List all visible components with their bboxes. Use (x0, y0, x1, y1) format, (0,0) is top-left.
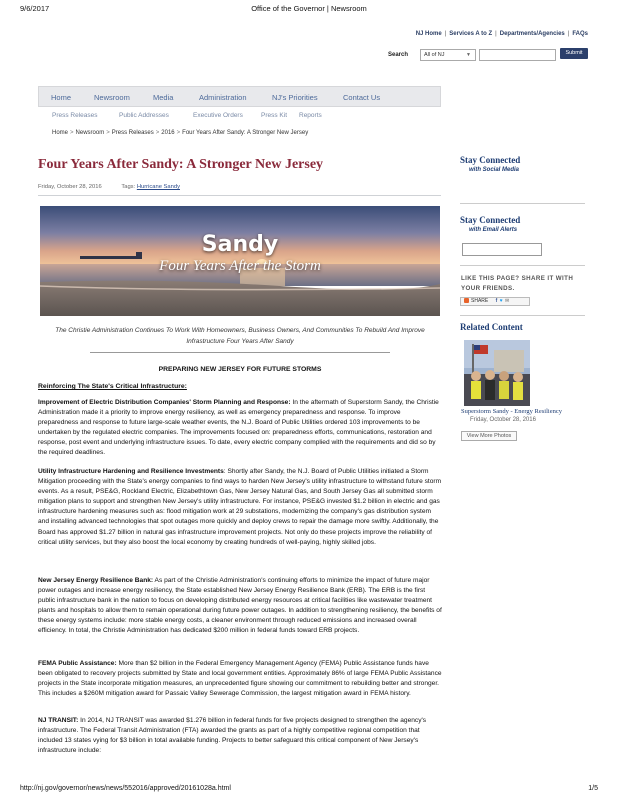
tags-label: Tags: (121, 184, 136, 190)
breadcrumb-current: Four Years After Sandy: A Stronger New Jersey (182, 130, 309, 136)
main-nav (38, 86, 441, 107)
paragraph-lead: New Jersey Energy Resilience Bank: (38, 577, 154, 584)
print-footer (20, 785, 598, 795)
share-button[interactable] (460, 297, 530, 306)
page-title: Four Years After Sandy: A Stronger New Jersey (38, 157, 324, 172)
paragraph-fema (38, 659, 442, 699)
nav-contact[interactable]: Contact Us (343, 93, 381, 102)
paragraph-electric-distribution (38, 398, 442, 459)
nav-home[interactable]: Home (51, 93, 72, 102)
share-prompt: LIKE THIS PAGE? SHARE IT WITH YOUR FRIENDS. (461, 275, 574, 292)
breadcrumb-press-releases[interactable]: Press Releases (111, 130, 154, 136)
search-submit-button[interactable]: Submit (560, 48, 588, 59)
related-photo[interactable] (464, 340, 530, 406)
stay-connected-social-heading: Stay Connected (460, 155, 521, 165)
paragraph-energy-resilience-bank (38, 576, 442, 637)
nav-priorities[interactable]: NJ's Priorities (272, 93, 318, 102)
breadcrumb-home[interactable]: Home (52, 130, 69, 136)
nav-newsroom[interactable]: Newsroom (94, 93, 130, 102)
breadcrumb (52, 130, 308, 136)
related-content-heading: Related Content (460, 322, 523, 332)
paragraph-lead: NJ TRANSIT: (38, 717, 79, 724)
separator: > (176, 130, 181, 136)
hero-subtitle: Four Years After the Storm (159, 258, 321, 274)
page-number: 1/5 (588, 785, 598, 792)
hero-image (40, 206, 440, 316)
breadcrumb-year[interactable]: 2016 (161, 130, 175, 136)
energy-resiliency-photo (464, 340, 530, 406)
print-date: 9/6/2017 (20, 4, 50, 13)
search-label: Search (388, 52, 409, 58)
print-title: Office of the Governor | Newsroom (251, 4, 367, 13)
paragraph-text: : Shortly after Sandy, the N.J. Board of Public Utilities initiated a Storm Mitigation proceeding with the State's energy companies to find ways to harden New Jersey's utility infrastructure to withstand future storm events. As a result, PSE&G, Rockland Electric, Elizabethtown Gas, New Jersey Natural Gas, and South Jersey Gas all submitted storm mitigation plans to support and strengthen New Jersey's utility infrastructure. For instance, PSE&G invested $1.2 billion in electric and gas infrastructure hardening measures such as: flood mitigation work at 29 substations, modernizing the company's gas distribution system and installing advanced technologies that spot outages more quickly and deploy crews to repair the damage more swiftly. Additionally, the Board has approved $1.27 billion in natural gas infrastructure improvement projects. Not only do these projects improve the reliability of critical utility services, but they also boost the local economy by creating hundreds of well-paying, highly skilled jobs. (38, 468, 442, 546)
divider (460, 265, 585, 266)
search-scope-select[interactable] (420, 49, 476, 61)
image-caption: The Christie Administration Continues To Work With Homeowners, Business Owners, And Communities To Rebuild And Improve Infrastructure Four Years After Sandy (55, 327, 425, 345)
tag-link[interactable]: Hurricane Sandy (136, 184, 180, 190)
toplink-faqs[interactable]: FAQs (572, 31, 588, 37)
stay-connected-email-heading: Stay Connected (460, 215, 521, 225)
divider (90, 352, 390, 353)
paragraph-text: More than $2 billion in the Federal Emergency Management Agency (FEMA) Public Assistance funds have been obligated to recovery projects submitted by State and local government entities. Approximately 86% of large FEMA Public Assistance projects in the State incorporate mitigation measures, an unprecedented figure showing our commitment to rebuilding better and stronger. This includes a $260M mitigation award for Passaic Valley Sewerage Commission, the largest mitigation award in FEMA history. (38, 660, 442, 698)
breadcrumb-newsroom[interactable]: Newsroom (75, 130, 105, 136)
toplink-nj-home[interactable]: NJ Home (415, 31, 442, 37)
article-date: Friday, October 28, 2016 (38, 184, 102, 190)
separator: > (106, 130, 110, 136)
nav-media[interactable]: Media (153, 93, 174, 102)
paragraph-lead: Improvement of Electric Distribution Companies' Storm Planning and Response: (38, 399, 291, 406)
print-url: http://nj.gov/governor/news/news/552016/approved/20161028a.html (20, 785, 231, 792)
toplink-departments[interactable]: Departments/Agencies (499, 31, 565, 37)
search-bar (388, 48, 590, 62)
twitter-icon: ♥ (499, 298, 503, 304)
paragraph-text: In the aftermath of Superstorm Sandy, the Christie Administration made it a priority to improve energy resiliency, as well as emergency preparedness and response. To improve preparedness and response to future large-scale weather events, the N.J. Board of Public Utilities ordered 103 improvements to be undertaken by the regulated electric companies. The improvements focused on: preparedness efforts, communications, restoration and response, post event and underlying infrastructure issues. To date, every electric company complied with the requirements and did so by the required deadlines. (38, 399, 439, 457)
related-caption[interactable]: Superstorm Sandy - Energy Resiliency (461, 408, 562, 415)
paragraph-text: In 2014, NJ TRANSIT was awarded $1.276 billion in federal funds for five projects designed to strengthen the agency's infrastructure. The Federal Transit Administration (FTA) awarded the grants as part of a highly competitive regional competition that included 13 states vying for $3 billion in total available funding. Projects to better safeguard this critical component of New Jersey's infrastructure include: (38, 717, 427, 755)
paragraph-lead: Utility Infrastructure Hardening and Resilience Investments (38, 468, 224, 475)
view-more-photos-button[interactable]: View More Photos (461, 431, 517, 441)
share-icon (464, 298, 469, 303)
subnav-reports[interactable]: Reports (299, 112, 322, 119)
nav-administration[interactable]: Administration (199, 93, 247, 102)
paragraph-lead: FEMA Public Assistance: (38, 660, 117, 667)
email-icon: ✉ (505, 298, 510, 304)
search-input[interactable] (479, 49, 556, 61)
print-header (20, 4, 598, 16)
search-scope-value: All of NJ (424, 52, 445, 58)
hero-title: Sandy (201, 232, 279, 257)
section-subheading: Reinforcing The State's Critical Infrastructure: (38, 383, 187, 390)
top-links (416, 31, 588, 37)
paragraph-nj-transit (38, 716, 442, 756)
divider (460, 203, 585, 204)
section-heading: PREPARING NEW JERSEY FOR FUTURE STORMS (158, 366, 322, 373)
subnav-press-releases[interactable]: Press Releases (52, 112, 98, 119)
article-meta (38, 184, 180, 190)
subnav-public-addresses[interactable]: Public Addresses (119, 112, 169, 119)
social-media-subheading: with Social Media (469, 167, 520, 173)
subnav-executive-orders[interactable]: Executive Orders (193, 112, 243, 119)
related-date: Friday, October 28, 2016 (470, 417, 536, 423)
separator: | (495, 31, 497, 37)
separator: | (567, 31, 570, 37)
facebook-icon: f (495, 298, 498, 304)
toplink-services[interactable]: Services A to Z (449, 31, 493, 37)
separator: | (444, 31, 447, 37)
separator: > (155, 130, 160, 136)
chevron-down-icon: ▼ (466, 52, 471, 58)
paragraph-text: As part of the Christie Administration's continuing efforts to minimize the impact of future major power outages and increase energy resiliency, the State established New Jersey Energy Resilience Bank (ERB). The ERB is the first public infrastructure bank in the nation to focus on developing distributed energy resources at critical facilities like wastewater treatment plants and hospitals to allow them to remain operational during future power outages. In addition to strengthening resiliency, the benefits of these energy systems include: more stable energy costs, a cleaner environment through reduced emissions and increased overall efficiency. In total, the Christie Administration has dedicated $200 million in federal funds toward ERB projects. (38, 577, 442, 635)
share-label: SHARE (471, 298, 489, 304)
subnav-press-kit[interactable]: Press Kit (261, 112, 288, 119)
email-field[interactable] (462, 243, 542, 256)
email-alerts-subheading: with Email Alerts (469, 227, 518, 233)
separator: > (70, 130, 74, 136)
divider (460, 315, 585, 316)
divider (38, 195, 441, 196)
paragraph-utility-hardening (38, 467, 442, 548)
